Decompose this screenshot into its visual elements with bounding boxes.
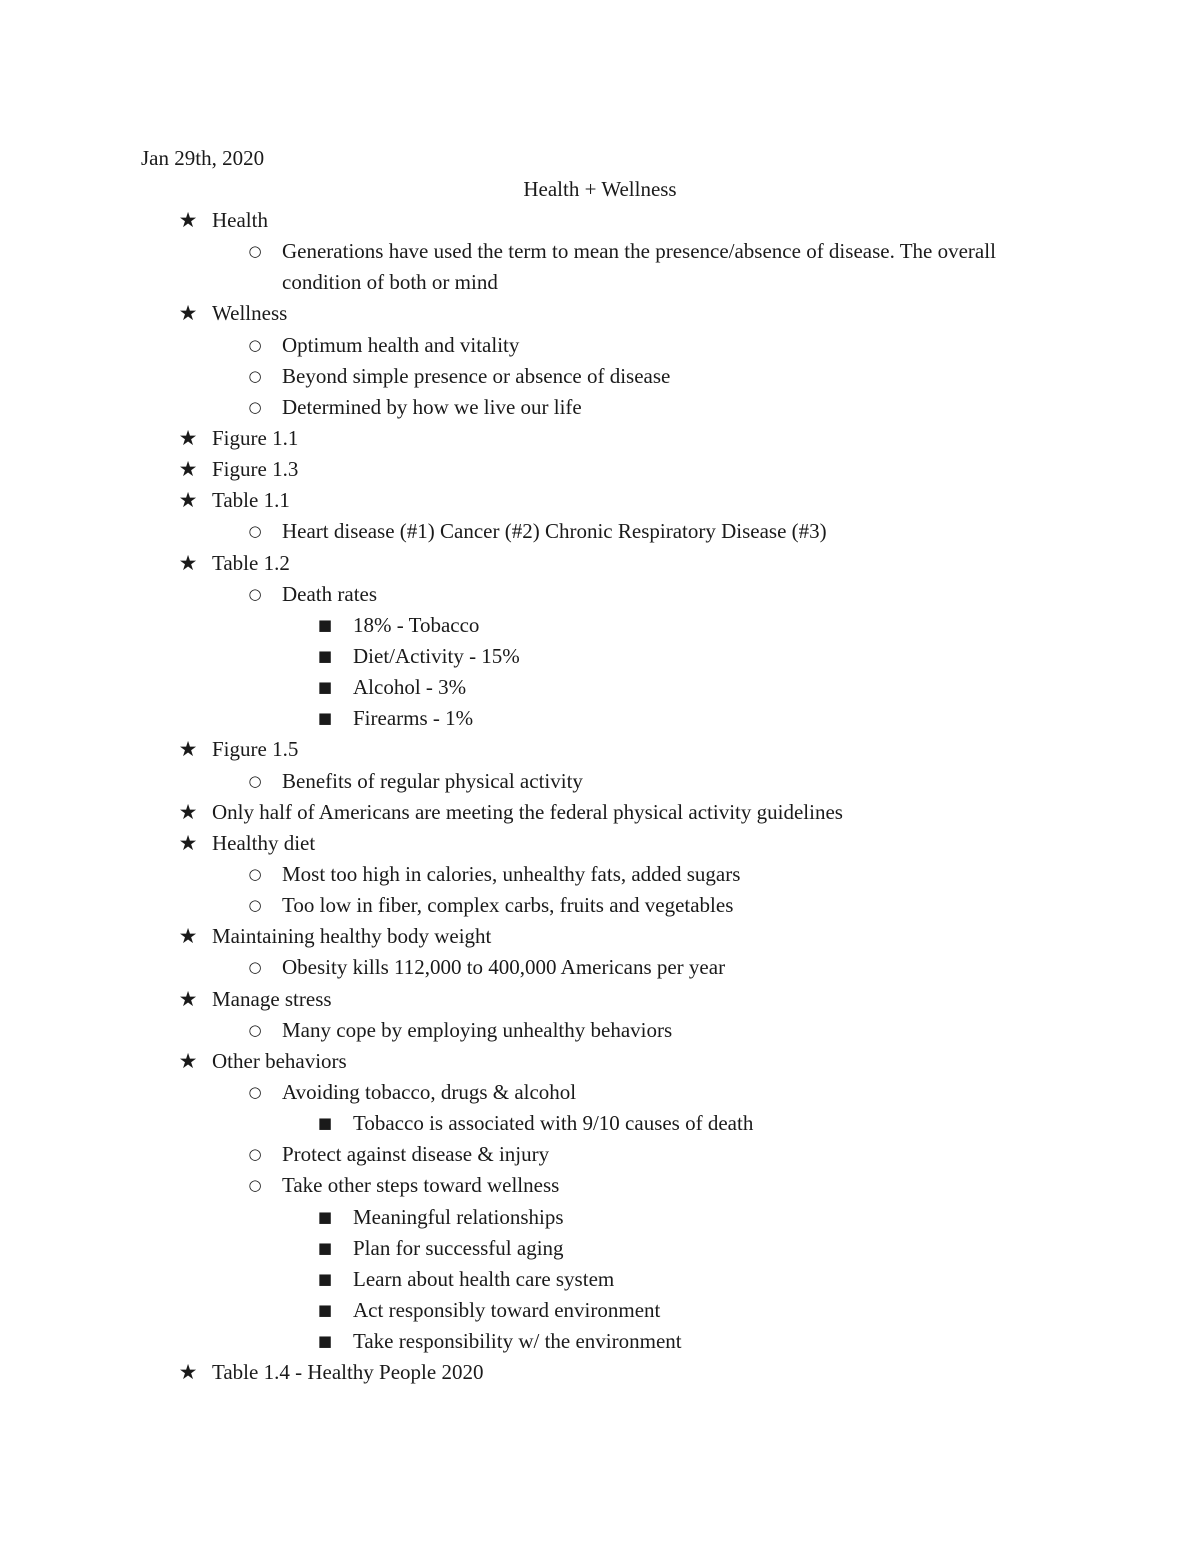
outline-item: [0, 1264, 1200, 1295]
star-bullet-icon: ★: [178, 799, 198, 824]
square-bullet-icon: ■: [317, 1207, 333, 1226]
outline-item-text: Diet/Activity - 15%: [353, 643, 520, 668]
circle-bullet-icon: ○: [248, 958, 262, 977]
outline-item: [0, 672, 1200, 703]
note-title: Health + Wellness: [523, 177, 677, 201]
outline-item: [0, 890, 1200, 921]
outline-item-text: Protect against disease & injury: [282, 1142, 550, 1167]
circle-bullet-icon: ○: [248, 397, 262, 416]
circle-bullet-icon: ○: [248, 335, 262, 354]
outline-item-text: Learn about health care system: [353, 1266, 615, 1291]
outline-item-text: 18% - Tobacco: [353, 612, 480, 637]
star-bullet-icon: ★: [178, 924, 198, 949]
outline-item: [0, 703, 1200, 734]
circle-bullet-icon: ○: [248, 522, 262, 541]
outline-item-text: Benefits of regular physical activity: [282, 768, 583, 793]
square-bullet-icon: ■: [317, 1300, 333, 1319]
outline-item-text: Many cope by employing unhealthy behaviors: [282, 1017, 673, 1042]
outline-item-text: Figure 1.5: [212, 737, 299, 762]
outline-item: [0, 1139, 1200, 1170]
outline-item-text: Obesity kills 112,000 to 400,000 Americans per year: [282, 955, 726, 980]
circle-bullet-icon: ○: [248, 242, 262, 261]
note-date: Jan 29th, 2020: [141, 146, 265, 170]
outline-item: [0, 298, 1200, 329]
outline-item: [0, 1295, 1200, 1326]
outline-item-text: Other behaviors: [212, 1048, 347, 1073]
outline-item-text: Generations have used the term to mean the presence/absence of disease. The overall condition of both or mind: [282, 239, 996, 295]
square-bullet-icon: ■: [317, 646, 333, 665]
outline-item-text: Beyond simple presence or absence of disease: [282, 363, 671, 388]
outline-item: [0, 361, 1200, 392]
outline-item-text: Most too high in calories, unhealthy fats, added sugars: [282, 861, 741, 886]
outline-item-text: Only half of Americans are meeting the federal physical activity guidelines: [212, 799, 843, 824]
star-bullet-icon: ★: [178, 1360, 198, 1385]
outline-item: [0, 952, 1200, 983]
outline-item: [0, 828, 1200, 859]
outline-item-text: Too low in fiber, complex carbs, fruits and vegetables: [282, 893, 734, 918]
outline-item: [0, 548, 1200, 579]
outline-item: [0, 330, 1200, 361]
outline-item: [0, 1202, 1200, 1233]
star-bullet-icon: ★: [178, 1048, 198, 1073]
outline-item-text: Avoiding tobacco, drugs & alcohol: [282, 1079, 577, 1104]
circle-bullet-icon: ○: [248, 1145, 262, 1164]
outline-item: [0, 1108, 1200, 1139]
outline-item: [0, 1357, 1200, 1388]
outline-item-text: Tobacco is associated with 9/10 causes of death: [353, 1111, 754, 1136]
outline-item: [0, 579, 1200, 610]
outline-item: [0, 734, 1200, 765]
outline-item-text: Table 1.2: [212, 550, 290, 575]
star-bullet-icon: ★: [178, 208, 198, 232]
square-bullet-icon: ■: [317, 678, 333, 697]
outline-item-text: Take responsibility w/ the environment: [353, 1329, 682, 1354]
square-bullet-icon: ■: [317, 1238, 333, 1257]
circle-bullet-icon: ○: [248, 771, 262, 790]
outline-item-text: Firearms - 1%: [353, 706, 474, 731]
outline-item: [0, 392, 1200, 423]
outline-item: [0, 236, 1200, 298]
outline-item: [0, 1170, 1200, 1201]
star-bullet-icon: ★: [178, 301, 198, 326]
outline-item-text: Figure 1.3: [212, 457, 299, 482]
outline-item: [0, 423, 1200, 454]
outline-item: [0, 1015, 1200, 1046]
outline-item: [0, 797, 1200, 828]
outline-item: [0, 859, 1200, 890]
outline-item: [0, 1233, 1200, 1264]
circle-bullet-icon: ○: [248, 366, 262, 385]
outline-item: [0, 984, 1200, 1015]
outline-item-text: Wellness: [212, 301, 288, 326]
circle-bullet-icon: ○: [248, 1176, 262, 1195]
star-bullet-icon: ★: [178, 488, 198, 513]
outline-item: [0, 516, 1200, 547]
square-bullet-icon: ■: [317, 709, 333, 728]
star-bullet-icon: ★: [178, 830, 198, 855]
star-bullet-icon: ★: [178, 426, 198, 450]
square-bullet-icon: ■: [317, 1114, 333, 1133]
outline-item-text: Take other steps toward wellness: [282, 1173, 560, 1198]
outline-item: [0, 1077, 1200, 1108]
outline-item-text: Table 1.1: [212, 488, 290, 513]
square-bullet-icon: ■: [317, 1332, 333, 1351]
star-bullet-icon: ★: [178, 737, 198, 762]
outline-item-text: Optimum health and vitality: [282, 332, 520, 357]
outline-item-text: Healthy diet: [212, 830, 316, 855]
outline-item: [0, 454, 1200, 485]
outline-item-text: Maintaining healthy body weight: [212, 924, 492, 949]
star-bullet-icon: ★: [178, 986, 198, 1011]
outline-item-text: Plan for successful aging: [353, 1235, 564, 1260]
outline-item: [0, 205, 1200, 236]
outline-item-text: Health: [212, 208, 268, 232]
outline-item: [0, 610, 1200, 641]
outline-item-text: Death rates: [282, 581, 378, 606]
star-bullet-icon: ★: [178, 457, 198, 482]
circle-bullet-icon: ○: [248, 864, 262, 883]
outline-item: [0, 766, 1200, 797]
outline-item-text: Manage stress: [212, 986, 332, 1011]
circle-bullet-icon: ○: [248, 896, 262, 915]
outline-item: [0, 485, 1200, 516]
outline-item-text: Meaningful relationships: [353, 1204, 564, 1229]
outline-item: [0, 921, 1200, 952]
bullet-outline: [0, 205, 1200, 1388]
outline-item-text: Act responsibly toward environment: [353, 1297, 661, 1322]
outline-item-text: Determined by how we live our life: [282, 394, 582, 419]
outline-item-text: Heart disease (#1) Cancer (#2) Chronic Respiratory Disease (#3): [282, 519, 827, 544]
outline-item: [0, 1326, 1200, 1357]
square-bullet-icon: ■: [317, 1269, 333, 1288]
outline-item-text: Table 1.4 - Healthy People 2020: [212, 1360, 484, 1385]
outline-item: [0, 641, 1200, 672]
circle-bullet-icon: ○: [248, 1020, 262, 1039]
outline-item-text: Alcohol - 3%: [353, 675, 467, 700]
circle-bullet-icon: ○: [248, 584, 262, 603]
outline-item-text: Figure 1.1: [212, 426, 299, 450]
outline-item: [0, 1046, 1200, 1077]
square-bullet-icon: ■: [317, 615, 333, 634]
star-bullet-icon: ★: [178, 550, 198, 575]
circle-bullet-icon: ○: [248, 1082, 262, 1101]
